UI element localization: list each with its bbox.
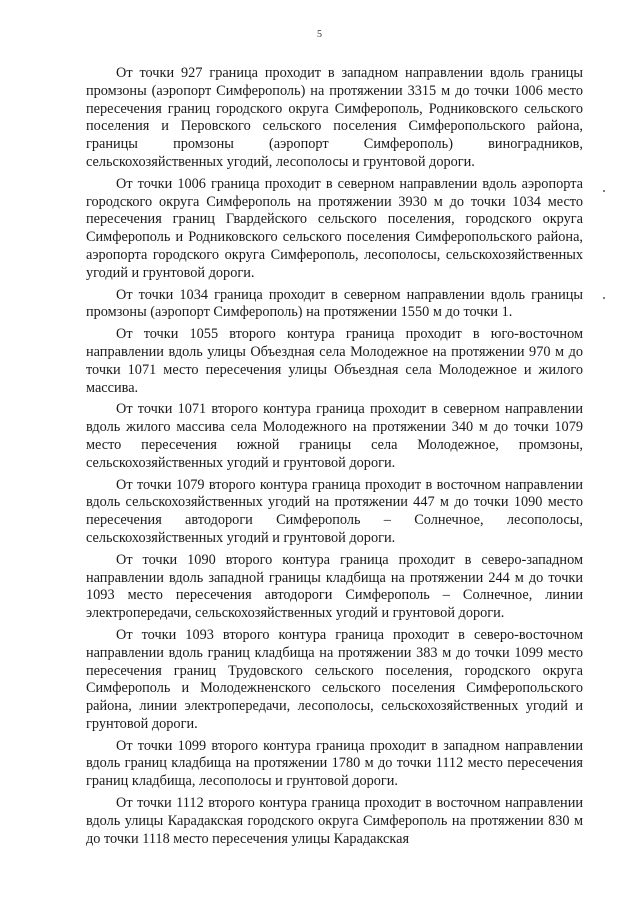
document-body	[86, 65, 583, 852]
paragraph: От точки 1006 граница проходит в северном направлении вдоль аэропорта городского округа Симферополь на протяжении 3930 м до точки 1034 место пересечения границ Гвардейского сельского поселения, городского округа Симферополь и Родниковского сельского поселения Симферопольского района, аэропорта городского округа Симферополь, лесополосы, сельскохозяйственных угодий и грунтовой дороги.	[86, 175, 583, 281]
paragraph: От точки 1079 второго контура граница проходит в восточном направлении вдоль сельскохозяйственных угодий на протяжении 447 м до точки 1090 место пересечения автодороги Симферополь – Солнечное, лесополосы, сельскохозяйственных угодий и грунтовой дороги.	[86, 476, 583, 546]
paragraph: От точки 1112 второго контура граница проходит в восточном направлении вдоль улицы Карадакская городского округа Симферополь на протяжении 830 м до точки 1118 место пересечения улицы Карадакская	[86, 795, 583, 847]
paragraph: От точки 1071 второго контура граница проходит в северном направлении вдоль жилого массива села Молодежного на протяжении 340 м до точки 1079 место пересечения южной границы села Молодежное, промзоны, сельскохозяйственных угодий и грунтовой дороги.	[86, 401, 583, 471]
scan-speck	[603, 190, 605, 192]
paragraph: От точки 1034 граница проходит в северном направлении вдоль границы промзоны (аэропорт Симферополь) на протяжении 1550 м до точки 1.	[86, 286, 583, 321]
paragraph: От точки 1055 второго контура граница проходит в юго-восточном направлении вдоль улицы Объездная села Молодежное на протяжении 970 м до точки 1071 место пересечения улицы Объездная села Молодежное и жилого массива.	[86, 326, 583, 396]
paragraph: От точки 927 граница проходит в западном направлении вдоль границы промзоны (аэропорт Симферополь) на протяжении 3315 м до точки 1006 место пересечения границ городского округа Симферополь, Родниковского сельского поселения и Перовского сельского поселения Симферопольского района, границы промзоны (аэропорт Симферополь) виноградников, сельскохозяйственных угодий, лесополосы и грунтовой дороги.	[86, 65, 583, 170]
paragraph: От точки 1093 второго контура граница проходит в северо-восточном направлении вдоль границ кладбища на протяжении 383 м до точки 1099 место пересечения границ Трудовского сельского поселения, городского округа Симферополь и Молодежненского сельского поселения Симферопольского района, линии электропередачи, лесополосы, сельскохозяйственных угодий и грунтовой дороги.	[86, 626, 583, 732]
paragraph: От точки 1090 второго контура граница проходит в северо-западном направлении вдоль западной границы кладбища на протяжении 244 м до точки 1093 место пересечения автодороги Симферополь – Солнечное, линии электропередачи, сельскохозяйственных угодий и грунтовой дороги.	[86, 551, 583, 622]
scan-speck	[603, 297, 605, 299]
paragraph: От точки 1099 второго контура граница проходит в западном направлении вдоль границ кладбища на протяжении 1780 м до точки 1112 место пересечения границ кладбища, лесополосы и грунтовой дороги.	[86, 737, 583, 790]
page-number: 5	[317, 29, 322, 40]
